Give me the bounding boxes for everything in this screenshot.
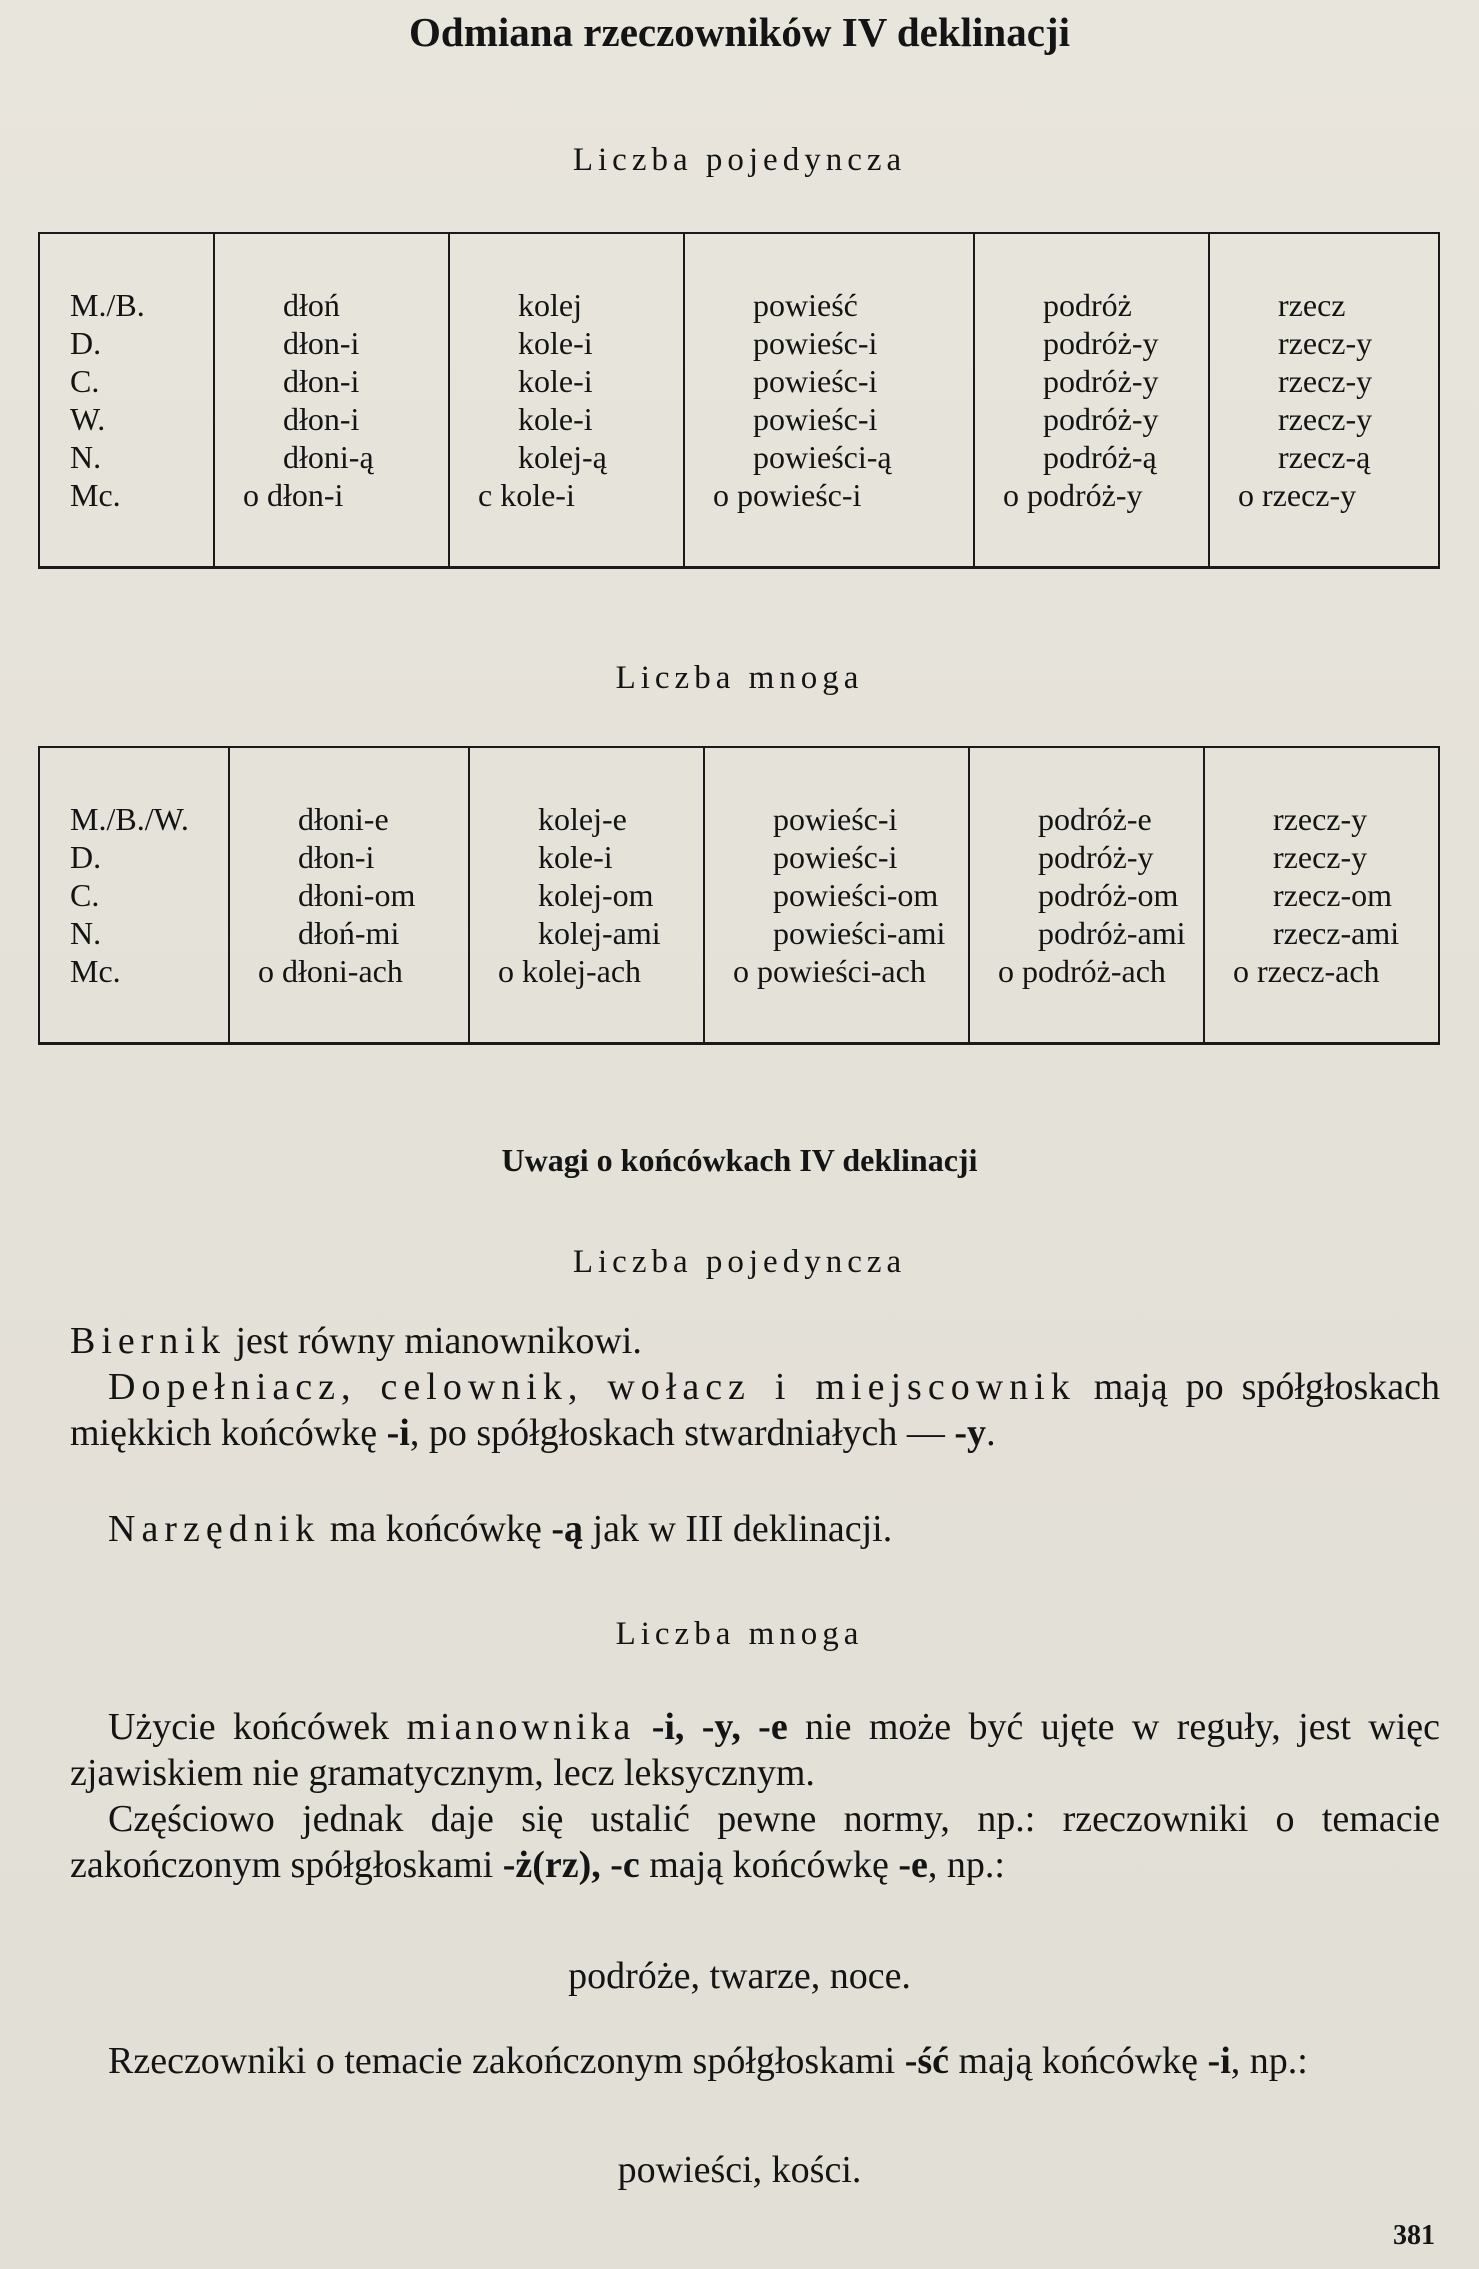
note-accusative <box>70 1318 1440 1364</box>
noun-form: rzecz-ą <box>1278 439 1371 475</box>
noun-form: kolej <box>518 287 582 323</box>
noun-form: o dłon-i <box>243 477 344 513</box>
noun-form: powieśc-i <box>753 401 878 437</box>
case-label: Mc. <box>70 953 121 989</box>
notes-singular-heading: Liczba pojedyncza <box>572 1244 907 1280</box>
singular-heading: Liczba pojedyncza <box>572 142 907 178</box>
noun-column <box>1204 800 1439 990</box>
noun-form: powieśc-i <box>773 839 898 875</box>
ending: -y <box>954 1412 987 1454</box>
noun-form: powieści-ami <box>773 915 946 951</box>
note-sc-stems <box>70 2038 1440 2084</box>
noun-form: kole-i <box>518 401 593 437</box>
noun-form: dłoni-e <box>298 801 389 837</box>
noun-column <box>449 286 684 514</box>
example-e-ending: podróże, twarze, noce. <box>568 1955 911 1997</box>
noun-form: powieść <box>753 287 858 323</box>
noun-form: c kole-i <box>478 477 575 513</box>
noun-form: podróż-om <box>1038 877 1179 913</box>
ending: -i, -y, -e <box>651 1706 788 1748</box>
noun-form: o podróż-ach <box>998 953 1166 989</box>
note-text: Użycie końcówek <box>108 1706 407 1748</box>
example-i-ending: powieści, kości. <box>617 2149 862 2191</box>
note-text: Częściowo jednak daje się ustalić pewne normy, np.: rzeczowniki o temacie zakończonym spółgłoskami <box>70 1798 1440 1886</box>
case-label: Mc. <box>70 477 121 513</box>
noun-column <box>469 800 704 990</box>
noun-form: kolej-ą <box>518 439 607 475</box>
note-text: nie może być ujęte w reguły, jest więc zjawiskiem nie gramatycznym, lecz leksycznym. <box>70 1706 1441 1794</box>
noun-form: podróż-e <box>1038 801 1152 837</box>
noun-form: o powieści-ach <box>733 953 926 989</box>
noun-form: o rzecz-y <box>1238 477 1357 513</box>
plural-heading: Liczba mnoga <box>615 660 864 696</box>
case-label: M./B./W. <box>70 801 189 837</box>
noun-form: powieśc-i <box>753 363 878 399</box>
noun-form: podróż-y <box>1043 401 1159 437</box>
ending: -i <box>386 1412 410 1454</box>
noun-form: o kolej-ach <box>498 953 642 989</box>
noun-form: podróż-y <box>1043 325 1159 361</box>
note-genitive-dative <box>70 1364 1440 1456</box>
noun-form: podróż-y <box>1038 839 1154 875</box>
noun-column <box>1209 286 1439 514</box>
noun-column <box>704 800 969 990</box>
noun-form: podróż-ami <box>1038 915 1186 951</box>
term-instrumental: Narzędnik <box>108 1508 321 1550</box>
note-text: mają po spółgłoskach miękkich końcówkę <box>70 1366 1440 1454</box>
noun-form: powieści-ą <box>753 439 892 475</box>
noun-form: powieści-om <box>773 877 939 913</box>
note-text: mają końcówkę <box>639 1844 899 1886</box>
note-text: ma końcówkę <box>320 1508 552 1550</box>
noun-form: rzecz <box>1278 287 1346 323</box>
noun-form: dłoni-ą <box>283 439 374 475</box>
noun-form: dłoń-mi <box>298 915 400 951</box>
note-instrumental <box>70 1506 1440 1552</box>
note-text: mają końcówkę <box>949 2040 1208 2082</box>
noun-form: kolej-e <box>538 801 627 837</box>
noun-form: dłon-i <box>283 401 360 437</box>
noun-form: powieśc-i <box>753 325 878 361</box>
noun-form: powieśc-i <box>773 801 898 837</box>
case-label-column <box>39 800 229 990</box>
noun-form: o powieśc-i <box>713 477 862 513</box>
term-nominative: mianownika <box>406 1706 635 1748</box>
note-plural-norms <box>70 1796 1440 1888</box>
case-label: D. <box>70 839 102 875</box>
noun-form: kole-i <box>518 363 593 399</box>
ending: -ść <box>904 2040 950 2082</box>
noun-form: o podróż-y <box>1003 477 1143 513</box>
noun-form: podróż <box>1043 287 1132 323</box>
noun-form: rzecz-y <box>1273 801 1368 837</box>
ending: -i <box>1207 2040 1231 2082</box>
note-text: Rzeczowniki o temacie zakończonym spółgłoskami <box>108 2040 905 2082</box>
noun-column <box>214 286 449 514</box>
noun-form: rzecz-y <box>1278 363 1373 399</box>
noun-column <box>229 800 469 990</box>
note-text: jak w III deklinacji. <box>583 1508 893 1550</box>
noun-form: podróż-y <box>1043 363 1159 399</box>
noun-form: rzecz-ami <box>1273 915 1400 951</box>
note-text: jest równy mianownikowi. <box>225 1320 642 1362</box>
note-text: , po spółgłoskach stwardniałych — <box>409 1412 955 1454</box>
noun-form: dłon-i <box>283 363 360 399</box>
noun-form: dłoni-om <box>298 877 416 913</box>
plural-declension-table <box>38 746 1440 1045</box>
case-label: C. <box>70 363 100 399</box>
noun-form: dłoń <box>283 287 340 323</box>
term-cases: Dopełniacz, celownik, wołacz i miejscownik <box>108 1366 1076 1408</box>
case-label: N. <box>70 915 102 951</box>
noun-form: rzecz-y <box>1278 325 1373 361</box>
noun-form: rzecz-y <box>1273 839 1368 875</box>
noun-column <box>684 286 974 514</box>
notes-title: Uwagi o końcówkach IV deklinacji <box>501 1142 978 1178</box>
noun-form: dłon-i <box>298 839 375 875</box>
case-label: C. <box>70 877 100 913</box>
term-accusative: Biernik <box>70 1320 226 1362</box>
ending: -e <box>898 1844 928 1886</box>
notes-plural-heading: Liczba mnoga <box>615 1616 864 1652</box>
case-label: M./B. <box>70 287 145 323</box>
case-label: N. <box>70 439 102 475</box>
ending: -ą <box>551 1508 584 1550</box>
noun-form: o dłoni-ach <box>258 953 403 989</box>
noun-form: dłon-i <box>283 325 360 361</box>
noun-column <box>969 800 1204 990</box>
case-label: D. <box>70 325 102 361</box>
singular-declension-table <box>38 232 1440 569</box>
noun-form: podróż-ą <box>1043 439 1157 475</box>
noun-form: kolej-om <box>538 877 654 913</box>
ending: -ż(rz), -c <box>502 1844 640 1886</box>
note-text: , np.: <box>927 1844 1005 1886</box>
noun-form: kolej-ami <box>538 915 661 951</box>
noun-form: kole-i <box>538 839 613 875</box>
case-label: W. <box>70 401 106 437</box>
note-text: . <box>986 1412 996 1454</box>
note-text <box>634 1706 651 1748</box>
noun-form: o rzecz-ach <box>1233 953 1380 989</box>
note-plural-usage <box>70 1704 1440 1796</box>
page-title: Odmiana rzeczowników IV deklinacji <box>409 9 1070 55</box>
noun-form: rzecz-y <box>1278 401 1373 437</box>
note-text: , np.: <box>1230 2040 1308 2082</box>
case-label-column <box>39 286 214 514</box>
noun-form: kole-i <box>518 325 593 361</box>
page-number: 381 <box>1393 2220 1435 2251</box>
noun-form: rzecz-om <box>1273 877 1393 913</box>
noun-column <box>974 286 1209 514</box>
